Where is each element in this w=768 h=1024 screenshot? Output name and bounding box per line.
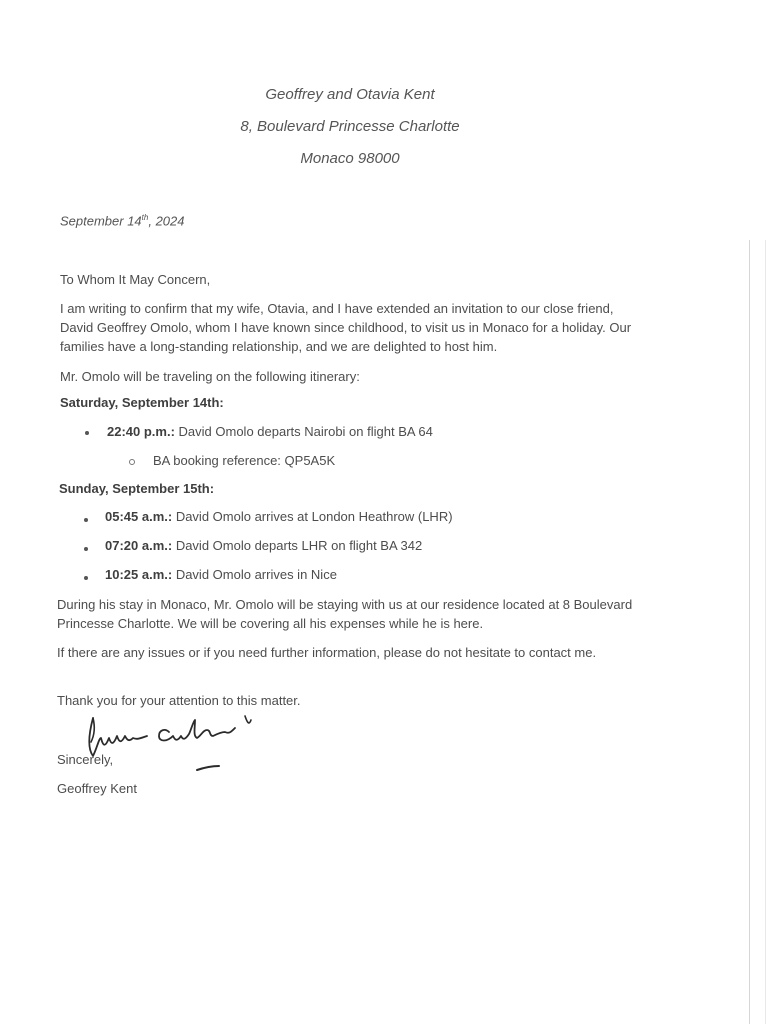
letterhead-city: Monaco 98000 (300, 150, 400, 167)
bullet-icon (84, 547, 88, 551)
letter-date: September 14th, 2024 (60, 213, 185, 229)
bullet-icon (84, 518, 88, 522)
salutation: To Whom It May Concern, (60, 272, 211, 287)
letterhead-names: Geoffrey and Otavia Kent (265, 86, 435, 103)
letterhead-street: 8, Boulevard Princesse Charlotte (240, 118, 460, 135)
signer-name: Geoffrey Kent (57, 781, 137, 796)
itinerary-item: 10:25 a.m.: David Omolo arrives in Nice (105, 567, 337, 582)
closing: Sincerely, (57, 752, 114, 767)
page-edge-shadow-outer (765, 240, 766, 1024)
day1-heading: Saturday, September 14th: (60, 395, 224, 410)
booking-reference: BA booking reference: QP5A5K (153, 453, 336, 468)
bullet-icon (84, 576, 88, 580)
itinerary-item: 07:20 a.m.: David Omolo departs LHR on flight BA 342 (105, 538, 423, 553)
itinerary-intro: Mr. Omolo will be traveling on the following itinerary: (60, 369, 360, 384)
intro-paragraph: I am writing to confirm that my wife, Otavia, and I have extended an invitation to our close friend, David Geoffrey Omolo, whom I have known since childhood, to visit us in Monaco for a holiday. Our families have a long-standing relationship, and we are delighted to host him. (60, 301, 632, 354)
handwritten-signature (85, 708, 275, 788)
thanks-line: Thank you for your attention to this matter. (57, 693, 301, 708)
contact-paragraph: If there are any issues or if you need further information, please do not hesitate to contact me. (57, 645, 597, 660)
page-edge-shadow (749, 240, 750, 1024)
itinerary-item: 22:40 p.m.: David Omolo departs Nairobi on flight BA 64 (107, 424, 433, 439)
sub-bullet-icon (129, 459, 135, 465)
bullet-icon (85, 431, 89, 435)
itinerary-item: 05:45 a.m.: David Omolo arrives at London Heathrow (LHR) (105, 509, 453, 524)
day2-heading: Sunday, September 15th: (59, 481, 215, 496)
stay-paragraph: During his stay in Monaco, Mr. Omolo will be staying with us at our residence located at 8 Boulevard Princesse Charlotte. We will be covering all his expenses while he is here. (57, 597, 633, 631)
